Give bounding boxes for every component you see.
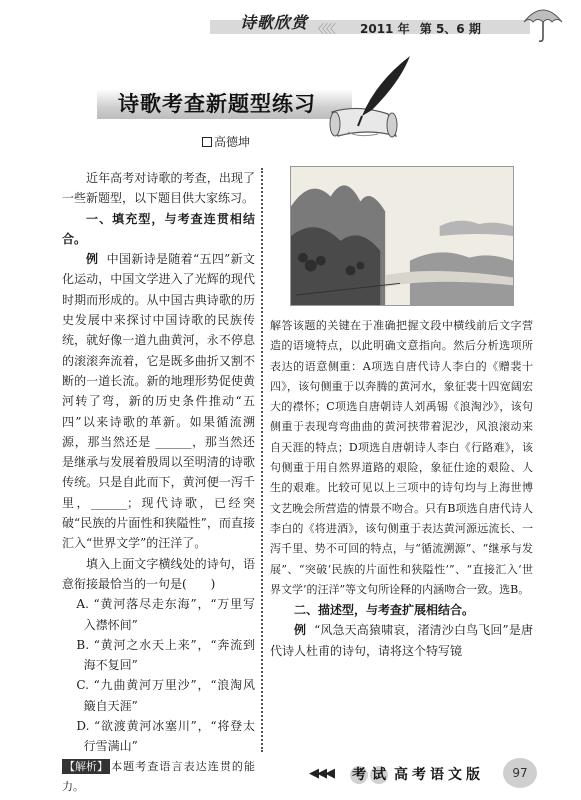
article-author: 高德坤 xyxy=(202,133,250,150)
example2-label: 例 xyxy=(294,623,307,638)
issue-year: 2011 年 xyxy=(360,22,410,36)
page-header xyxy=(0,0,581,44)
umbrella-icon xyxy=(522,4,564,44)
example-text: 中国新诗是随着“五四”新文化运动，中国文学进入了光辉的现代时期而形成的。从中国古典诗歌的历史发展中来探讨中国诗歌的民族传统，就好像一道九曲黄河，永不停息的滚滚奔流着，它是既多曲折又割不断的一道长流。新的地理形势促使黄河转了弯，新的历史条件推动“五四”以来诗歌的革新。如果循流溯源，那当然还是 ______，那当然还是继承与发展着殷周以至明清的诗歌传统。只是自此而下，黄河便一泻千里，______；现代诗歌，已经突破“民族的片面性和狭隘性”，而直接汇入“世界文学”的汪洋了。 xyxy=(62,252,255,551)
intro-paragraph: 近年高考对诗歌的考查，出现了一些新题型，以下题目供大家练习。 xyxy=(62,171,255,206)
question-text: 填入上面文字横线处的诗句，语意衔接最恰当的一句是( ) xyxy=(62,556,255,591)
analysis-tag: 【解析】 xyxy=(64,759,108,773)
column-divider xyxy=(261,168,263,752)
page-footer xyxy=(0,752,581,800)
option-c: C. “九曲黄河万里沙”，“浪淘风簸自天涯” xyxy=(76,678,255,713)
issue-number: 第 5、6 期 xyxy=(419,22,481,36)
mag-char-1: 考 xyxy=(352,767,366,783)
page-number: 97 xyxy=(503,758,537,788)
left-column xyxy=(62,168,255,797)
section2-heading: 二、描述型，与考查扩展相结合。 xyxy=(294,603,475,618)
quill-scroll-icon xyxy=(318,52,418,144)
article-title: 诗歌考查新题型练习 xyxy=(118,92,316,116)
header-arrows-icon: 〈〈〈〈 xyxy=(312,22,335,36)
example2-text: “风急天高猿啸哀，渚清沙白鸟飞回”是唐代诗人杜甫的诗句，请将这个特写镜 xyxy=(270,623,533,658)
column-name: 诗歌欣赏 xyxy=(240,13,309,32)
landscape-painting xyxy=(290,166,514,306)
mag-name-rest: 高考语文版 xyxy=(394,767,484,783)
magazine-name xyxy=(350,764,484,784)
section1-heading: 一、填充型，与考查连贯相结合。 xyxy=(62,211,255,246)
option-d: D. “欲渡黄河冰塞川”，“将登太行雪满山” xyxy=(76,719,255,754)
author-box-icon xyxy=(202,137,212,147)
example2-paragraph xyxy=(270,620,533,661)
option-b: B. “黄河之水天上来”，“奔流到海不复回” xyxy=(76,637,255,673)
option-a: A. “黄河落尽走东海”，“万里写入襟怀间” xyxy=(76,597,255,632)
example-label: 例 xyxy=(86,252,99,267)
footer-arrows-icon: ◀◀◀ xyxy=(309,766,333,781)
issue-info xyxy=(360,20,487,37)
example-paragraph xyxy=(62,249,255,553)
mag-char-2: 试 xyxy=(372,767,386,783)
analysis-text: 本题考查语言表达连贯的能力。 xyxy=(62,759,255,793)
analysis-continued: 解答该题的关键在于准确把握文段中横线前后文字营造的语境特点，以此明确文意指向。然后分析选项所表达的语意侧重：A项选自唐代诗人李白的《赠裴十四》，该句侧重于以奔腾的黄河水，象征裴十四宽阔宏大的襟怀；C项选自唐朝诗人刘禹锡《浪淘沙》，该句侧重于表现弯弯曲曲的黄河挟带着泥沙，风浪滚动来自天涯的特点；D项选自唐朝诗人李白《行路难》，该句侧重于用自然界道路的艰险，象征仕途的艰险、人生的艰难。比较可见以上三项中的诗句均与上海世博文艺晚会所营造的情景不吻合。只有B项选自唐代诗人李白的《将进酒》，该句侧重于表达黄河源远流长、一泻千里、势不可回的特点，与“循流溯源”、“继承与发展”、“突破‘民族的片面性和狭隘性’”、“直接汇入‘世界文学’的汪洋”等文句所诠释的内涵吻合一致。选B。 xyxy=(270,319,533,596)
right-column xyxy=(270,316,533,661)
